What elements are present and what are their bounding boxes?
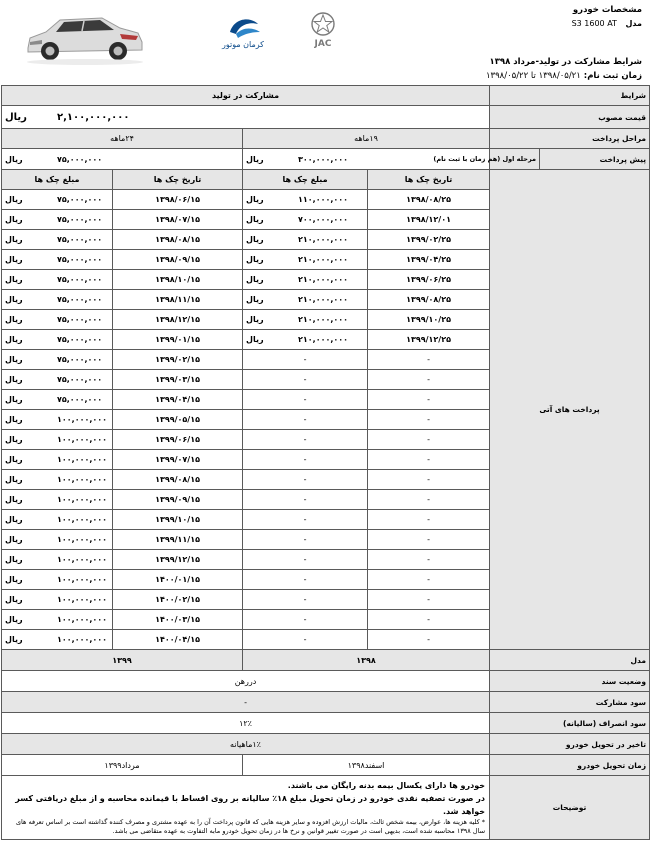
check-date-24: ۱۳۹۹/۰۷/۱۵: [113, 450, 243, 470]
check-amount-24: [2, 390, 113, 410]
cancel-row: [2, 713, 650, 734]
check-amount-19: [243, 270, 368, 290]
check-date-19: ۱۳۹۹/۰۲/۲۵: [368, 230, 490, 250]
prepay-24-currency: ریال: [5, 154, 23, 164]
note-cash-settlement: در صورت تصفیه نقدی خودرو در زمان تحویل مبلغ ۱۸٪ سالیانه بر روی اقساط با قیمانده محاسبه و از مبلغ دریافتی کسر خواهد شد.: [15, 794, 486, 816]
check-date-24: ۱۳۹۹/۰۴/۱۵: [113, 390, 243, 410]
model-year-label: مدل: [490, 650, 650, 671]
kerman-motor-text: کرمان موتور: [221, 40, 265, 49]
check-date-19: -: [368, 450, 490, 470]
check-amount-24: [2, 470, 113, 490]
check-date-19: -: [368, 370, 490, 390]
registration-time: [486, 69, 642, 83]
currency-unit: ریال: [5, 595, 23, 604]
currency-unit: ریال: [5, 555, 23, 564]
jac-logo: [312, 13, 334, 49]
check-date-header-19: تاریخ چک ها: [368, 170, 490, 190]
delay-row: [2, 734, 650, 755]
conditions-title: شرایط مشارکت در تولید-مرداد ۱۳۹۸: [489, 57, 642, 67]
check-date-19: -: [368, 630, 490, 650]
currency-unit: ریال: [5, 435, 23, 444]
check-amount-19: [243, 330, 368, 350]
check-date-19: -: [368, 530, 490, 550]
currency-unit: ریال: [5, 475, 23, 484]
currency-unit: ریال: [246, 215, 264, 224]
check-amount-value: ۲۱۰,۰۰۰,۰۰۰: [298, 275, 349, 284]
check-date-19: -: [368, 350, 490, 370]
currency-unit: ریال: [5, 355, 23, 364]
stage-24-month: ۲۴ماهه: [2, 129, 243, 149]
check-amount-19: [243, 210, 368, 230]
car-specs-header: [572, 4, 642, 30]
check-date-19: -: [368, 470, 490, 490]
check-amount-19: [243, 290, 368, 310]
note-costs: * کلیه هزینه ها، عوارض، بیمه شخص ثالث، مالیات ارزش افزوده و سایر هزینه هایی که قانون پرداخت آن را به عهده مشتری و مصرف کننده گذاشته است بر اساس تعرفه های سال ۱۳۹۸ محاسبه شده است، بدیهی است در صورت تغییر قوانین و نرخ ها در زمان تحویل خودرو مابه التفاوت به عهده متقاضی می باشد.: [15, 818, 486, 835]
prepay-19-currency: ریال: [246, 154, 264, 164]
check-amount-24: [2, 590, 113, 610]
doc-status-label: وضعیت سند: [490, 671, 650, 692]
check-amount-19: -: [243, 370, 368, 390]
registration-time-value: ۱۳۹۸/۰۵/۲۱ تا ۱۳۹۸/۰۵/۲۲: [485, 71, 581, 81]
profit-row: [2, 692, 650, 713]
check-amount-19: -: [243, 390, 368, 410]
currency-unit: ریال: [5, 275, 23, 284]
check-amount-24: [2, 410, 113, 430]
check-amount-header-19: مبلغ چک ها: [243, 170, 368, 190]
currency-unit: ریال: [246, 255, 264, 264]
check-amount-value: ۷۵,۰۰۰,۰۰۰: [57, 375, 103, 384]
prepay-24-amount: ۷۵,۰۰۰,۰۰۰: [57, 154, 103, 164]
check-amount-24: [2, 530, 113, 550]
check-date-24: ۱۳۹۸/۰۸/۱۵: [113, 230, 243, 250]
prepay-19-amount: ۳۰۰,۰۰۰,۰۰۰: [298, 154, 349, 164]
check-amount-19: -: [243, 470, 368, 490]
check-amount-24: [2, 430, 113, 450]
check-amount-24: [2, 310, 113, 330]
prepay-label: پیش پرداخت: [540, 149, 650, 170]
check-date-24: ۱۳۹۸/۰۷/۱۵: [113, 210, 243, 230]
check-amount-19: -: [243, 550, 368, 570]
currency-unit: ریال: [5, 455, 23, 464]
check-date-24: ۱۴۰۰/۰۱/۱۵: [113, 570, 243, 590]
check-amount-value: ۷۵,۰۰۰,۰۰۰: [57, 335, 103, 344]
delay-label: تاخیر در تحویل خودرو: [490, 734, 650, 755]
check-date-19: -: [368, 510, 490, 530]
price-row: [2, 106, 650, 129]
check-date-19: -: [368, 550, 490, 570]
doc-status-row: [2, 671, 650, 692]
model-year-24: ۱۳۹۹: [2, 650, 243, 671]
model-year-row: [2, 650, 650, 671]
check-date-19: -: [368, 490, 490, 510]
registration-time-label: زمان ثبت نام:: [583, 71, 642, 81]
check-amount-value: ۱۱۰,۰۰۰,۰۰۰: [298, 195, 349, 204]
check-amount-24: [2, 210, 113, 230]
currency-unit: ریال: [5, 295, 23, 304]
check-amount-24: [2, 570, 113, 590]
check-headers-row: [2, 170, 650, 190]
car-image: [20, 6, 150, 68]
check-amount-value: ۷۰۰,۰۰۰,۰۰۰: [298, 215, 349, 224]
check-amount-header-24: مبلغ چک ها: [2, 170, 113, 190]
check-amount-value: ۷۵,۰۰۰,۰۰۰: [57, 275, 103, 284]
check-amount-value: ۷۵,۰۰۰,۰۰۰: [57, 195, 103, 204]
check-amount-24: [2, 270, 113, 290]
check-amount-19: -: [243, 530, 368, 550]
check-amount-value: ۱۰۰,۰۰۰,۰۰۰: [57, 455, 108, 464]
price-label: قیمت مصوب: [490, 106, 650, 129]
check-date-header-24: تاریخ چک ها: [113, 170, 243, 190]
currency-unit: ریال: [246, 275, 264, 284]
currency-unit: ریال: [5, 335, 23, 344]
check-amount-value: ۱۰۰,۰۰۰,۰۰۰: [57, 435, 108, 444]
check-amount-value: ۱۰۰,۰۰۰,۰۰۰: [57, 555, 108, 564]
check-amount-value: ۱۰۰,۰۰۰,۰۰۰: [57, 515, 108, 524]
check-amount-value: ۱۰۰,۰۰۰,۰۰۰: [57, 495, 108, 504]
currency-unit: ریال: [246, 295, 264, 304]
check-amount-19: -: [243, 570, 368, 590]
check-date-19: -: [368, 570, 490, 590]
check-amount-19: -: [243, 430, 368, 450]
notes-label: توضیحات: [490, 776, 650, 840]
conditions-column-title: شرایط: [490, 86, 650, 106]
check-amount-value: ۲۱۰,۰۰۰,۰۰۰: [298, 295, 349, 304]
price-amount: ۲,۱۰۰,۰۰۰,۰۰۰: [57, 111, 130, 123]
check-amount-value: ۷۵,۰۰۰,۰۰۰: [57, 215, 103, 224]
model-year-19: ۱۳۹۸: [243, 650, 490, 671]
check-amount-24: [2, 350, 113, 370]
check-amount-24: [2, 370, 113, 390]
check-amount-19: -: [243, 510, 368, 530]
check-amount-value: ۲۱۰,۰۰۰,۰۰۰: [298, 335, 349, 344]
stages-label: مراحل پرداخت: [490, 129, 650, 149]
check-amount-value: ۱۰۰,۰۰۰,۰۰۰: [57, 615, 108, 624]
model-label: مدل: [625, 19, 642, 28]
stage-19-month: ۱۹ماهه: [243, 129, 490, 149]
check-amount-24: [2, 250, 113, 270]
check-date-24: ۱۳۹۹/۱۲/۱۵: [113, 550, 243, 570]
note-insurance: خودرو ها دارای یکسال بیمه بدنه رایگان می باشند.: [287, 781, 486, 790]
conditions-table: [1, 85, 650, 840]
delivery-row: [2, 755, 650, 776]
check-amount-19: [243, 250, 368, 270]
check-amount-value: ۲۱۰,۰۰۰,۰۰۰: [298, 235, 349, 244]
check-date-19: ۱۳۹۹/۱۲/۲۵: [368, 330, 490, 350]
check-amount-24: [2, 510, 113, 530]
check-date-24: ۱۴۰۰/۰۲/۱۵: [113, 590, 243, 610]
check-date-19: ۱۳۹۹/۱۰/۲۵: [368, 310, 490, 330]
currency-unit: ریال: [5, 375, 23, 384]
currency-unit: ریال: [5, 495, 23, 504]
delivery-19: اسفند۱۳۹۸: [243, 755, 490, 776]
currency-unit: ریال: [246, 235, 264, 244]
price-value: [2, 106, 490, 129]
check-amount-19: -: [243, 350, 368, 370]
stages-row: [2, 129, 650, 149]
model-line: [572, 17, 642, 30]
check-amount-24: [2, 550, 113, 570]
check-amount-value: ۱۰۰,۰۰۰,۰۰۰: [57, 595, 108, 604]
check-date-19: -: [368, 430, 490, 450]
check-amount-19: [243, 190, 368, 210]
program-title: مشارکت در تولید: [2, 86, 490, 106]
prepay-row: [2, 149, 650, 170]
currency-unit: ریال: [5, 395, 23, 404]
currency-unit: ریال: [5, 215, 23, 224]
future-payments-label: پرداخت های آتی: [490, 170, 650, 650]
delay-value: ۱٪ماهیانه: [2, 734, 490, 755]
doc-status-value: دررهن: [2, 671, 490, 692]
check-date-19: ۱۳۹۹/۰۸/۲۵: [368, 290, 490, 310]
check-amount-value: ۷۵,۰۰۰,۰۰۰: [57, 395, 103, 404]
check-amount-value: ۱۰۰,۰۰۰,۰۰۰: [57, 575, 108, 584]
currency-unit: ریال: [5, 315, 23, 324]
check-amount-value: ۷۵,۰۰۰,۰۰۰: [57, 315, 103, 324]
check-date-24: ۱۳۹۸/۰۹/۱۵: [113, 250, 243, 270]
check-amount-24: [2, 230, 113, 250]
currency-unit: ریال: [246, 335, 264, 344]
check-amount-value: ۱۰۰,۰۰۰,۰۰۰: [57, 415, 108, 424]
currency-unit: ریال: [5, 235, 23, 244]
cancel-label: سود انصراف (سالیانه): [490, 713, 650, 734]
check-date-19: ۱۳۹۸/۱۲/۰۱: [368, 210, 490, 230]
currency-unit: ریال: [5, 575, 23, 584]
check-date-24: ۱۳۹۹/۰۲/۱۵: [113, 350, 243, 370]
check-date-19: ۱۳۹۹/۰۶/۲۵: [368, 270, 490, 290]
check-date-24: ۱۳۹۸/۱۲/۱۵: [113, 310, 243, 330]
check-amount-24: [2, 290, 113, 310]
check-date-24: ۱۳۹۹/۰۵/۱۵: [113, 410, 243, 430]
check-amount-19: -: [243, 590, 368, 610]
check-amount-24: [2, 190, 113, 210]
currency-unit: ریال: [5, 195, 23, 204]
check-amount-19: -: [243, 450, 368, 470]
check-date-24: ۱۳۹۹/۱۰/۱۵: [113, 510, 243, 530]
check-date-24: ۱۳۹۹/۰۹/۱۵: [113, 490, 243, 510]
check-date-24: ۱۳۹۸/۱۰/۱۵: [113, 270, 243, 290]
currency-unit: ریال: [5, 635, 23, 644]
currency-unit: ریال: [5, 515, 23, 524]
currency-unit: ریال: [5, 535, 23, 544]
check-amount-24: [2, 630, 113, 650]
price-currency: ریال: [5, 111, 27, 123]
prepay-sub-label: مرحله اول (هم زمان با ثبت نام): [490, 149, 540, 170]
check-amount-24: [2, 450, 113, 470]
check-date-19: -: [368, 590, 490, 610]
currency-unit: ریال: [246, 195, 264, 204]
check-date-24: ۱۳۹۹/۰۳/۱۵: [113, 370, 243, 390]
check-amount-19: [243, 230, 368, 250]
check-date-24: ۱۳۹۹/۰۸/۱۵: [113, 470, 243, 490]
check-amount-24: [2, 490, 113, 510]
check-date-24: ۱۳۹۸/۰۶/۱۵: [113, 190, 243, 210]
jac-logo-text: JAC: [314, 39, 332, 49]
currency-unit: ریال: [246, 315, 264, 324]
check-amount-19: -: [243, 490, 368, 510]
check-amount-19: -: [243, 610, 368, 630]
check-amount-value: ۱۰۰,۰۰۰,۰۰۰: [57, 475, 108, 484]
check-date-24: ۱۳۹۹/۰۶/۱۵: [113, 430, 243, 450]
check-amount-value: ۷۵,۰۰۰,۰۰۰: [57, 355, 103, 364]
check-amount-value: ۱۰۰,۰۰۰,۰۰۰: [57, 535, 108, 544]
check-amount-value: ۲۱۰,۰۰۰,۰۰۰: [298, 315, 349, 324]
check-date-24: ۱۳۹۹/۱۱/۱۵: [113, 530, 243, 550]
check-date-19: -: [368, 410, 490, 430]
check-amount-19: -: [243, 630, 368, 650]
check-date-24: ۱۴۰۰/۰۴/۱۵: [113, 630, 243, 650]
notes-cell: [2, 776, 490, 840]
check-amount-24: [2, 330, 113, 350]
check-date-19: ۱۳۹۸/۰۸/۲۵: [368, 190, 490, 210]
check-date-19: -: [368, 610, 490, 630]
check-amount-19: -: [243, 410, 368, 430]
table-header-row: [2, 86, 650, 106]
check-date-24: ۱۳۹۸/۱۱/۱۵: [113, 290, 243, 310]
prepay-24-month: [2, 149, 243, 170]
check-date-24: ۱۴۰۰/۰۳/۱۵: [113, 610, 243, 630]
model-value: S3 1600 AT: [571, 19, 617, 28]
check-amount-value: ۷۵,۰۰۰,۰۰۰: [57, 295, 103, 304]
conditions-header: [486, 55, 642, 83]
cancel-value: ۱۲٪: [2, 713, 490, 734]
check-date-19: -: [368, 390, 490, 410]
check-date-19: ۱۳۹۹/۰۴/۲۵: [368, 250, 490, 270]
check-amount-value: ۷۵,۰۰۰,۰۰۰: [57, 255, 103, 264]
delivery-24: مرداد۱۳۹۹: [2, 755, 243, 776]
notes-row: [2, 776, 650, 840]
check-amount-value: ۷۵,۰۰۰,۰۰۰: [57, 235, 103, 244]
delivery-label: زمان تحویل خودرو: [490, 755, 650, 776]
check-amount-24: [2, 610, 113, 630]
check-amount-value: ۲۱۰,۰۰۰,۰۰۰: [298, 255, 349, 264]
specs-title: مشخصات خودرو: [572, 5, 642, 15]
kerman-motor-logo: [221, 19, 264, 49]
check-amount-value: ۱۰۰,۰۰۰,۰۰۰: [57, 635, 108, 644]
check-amount-19: [243, 310, 368, 330]
currency-unit: ریال: [5, 255, 23, 264]
profit-label: سود مشارکت: [490, 692, 650, 713]
brand-logos: [210, 10, 360, 50]
check-date-24: ۱۳۹۹/۰۱/۱۵: [113, 330, 243, 350]
profit-value: -: [2, 692, 490, 713]
currency-unit: ریال: [5, 615, 23, 624]
currency-unit: ریال: [5, 415, 23, 424]
